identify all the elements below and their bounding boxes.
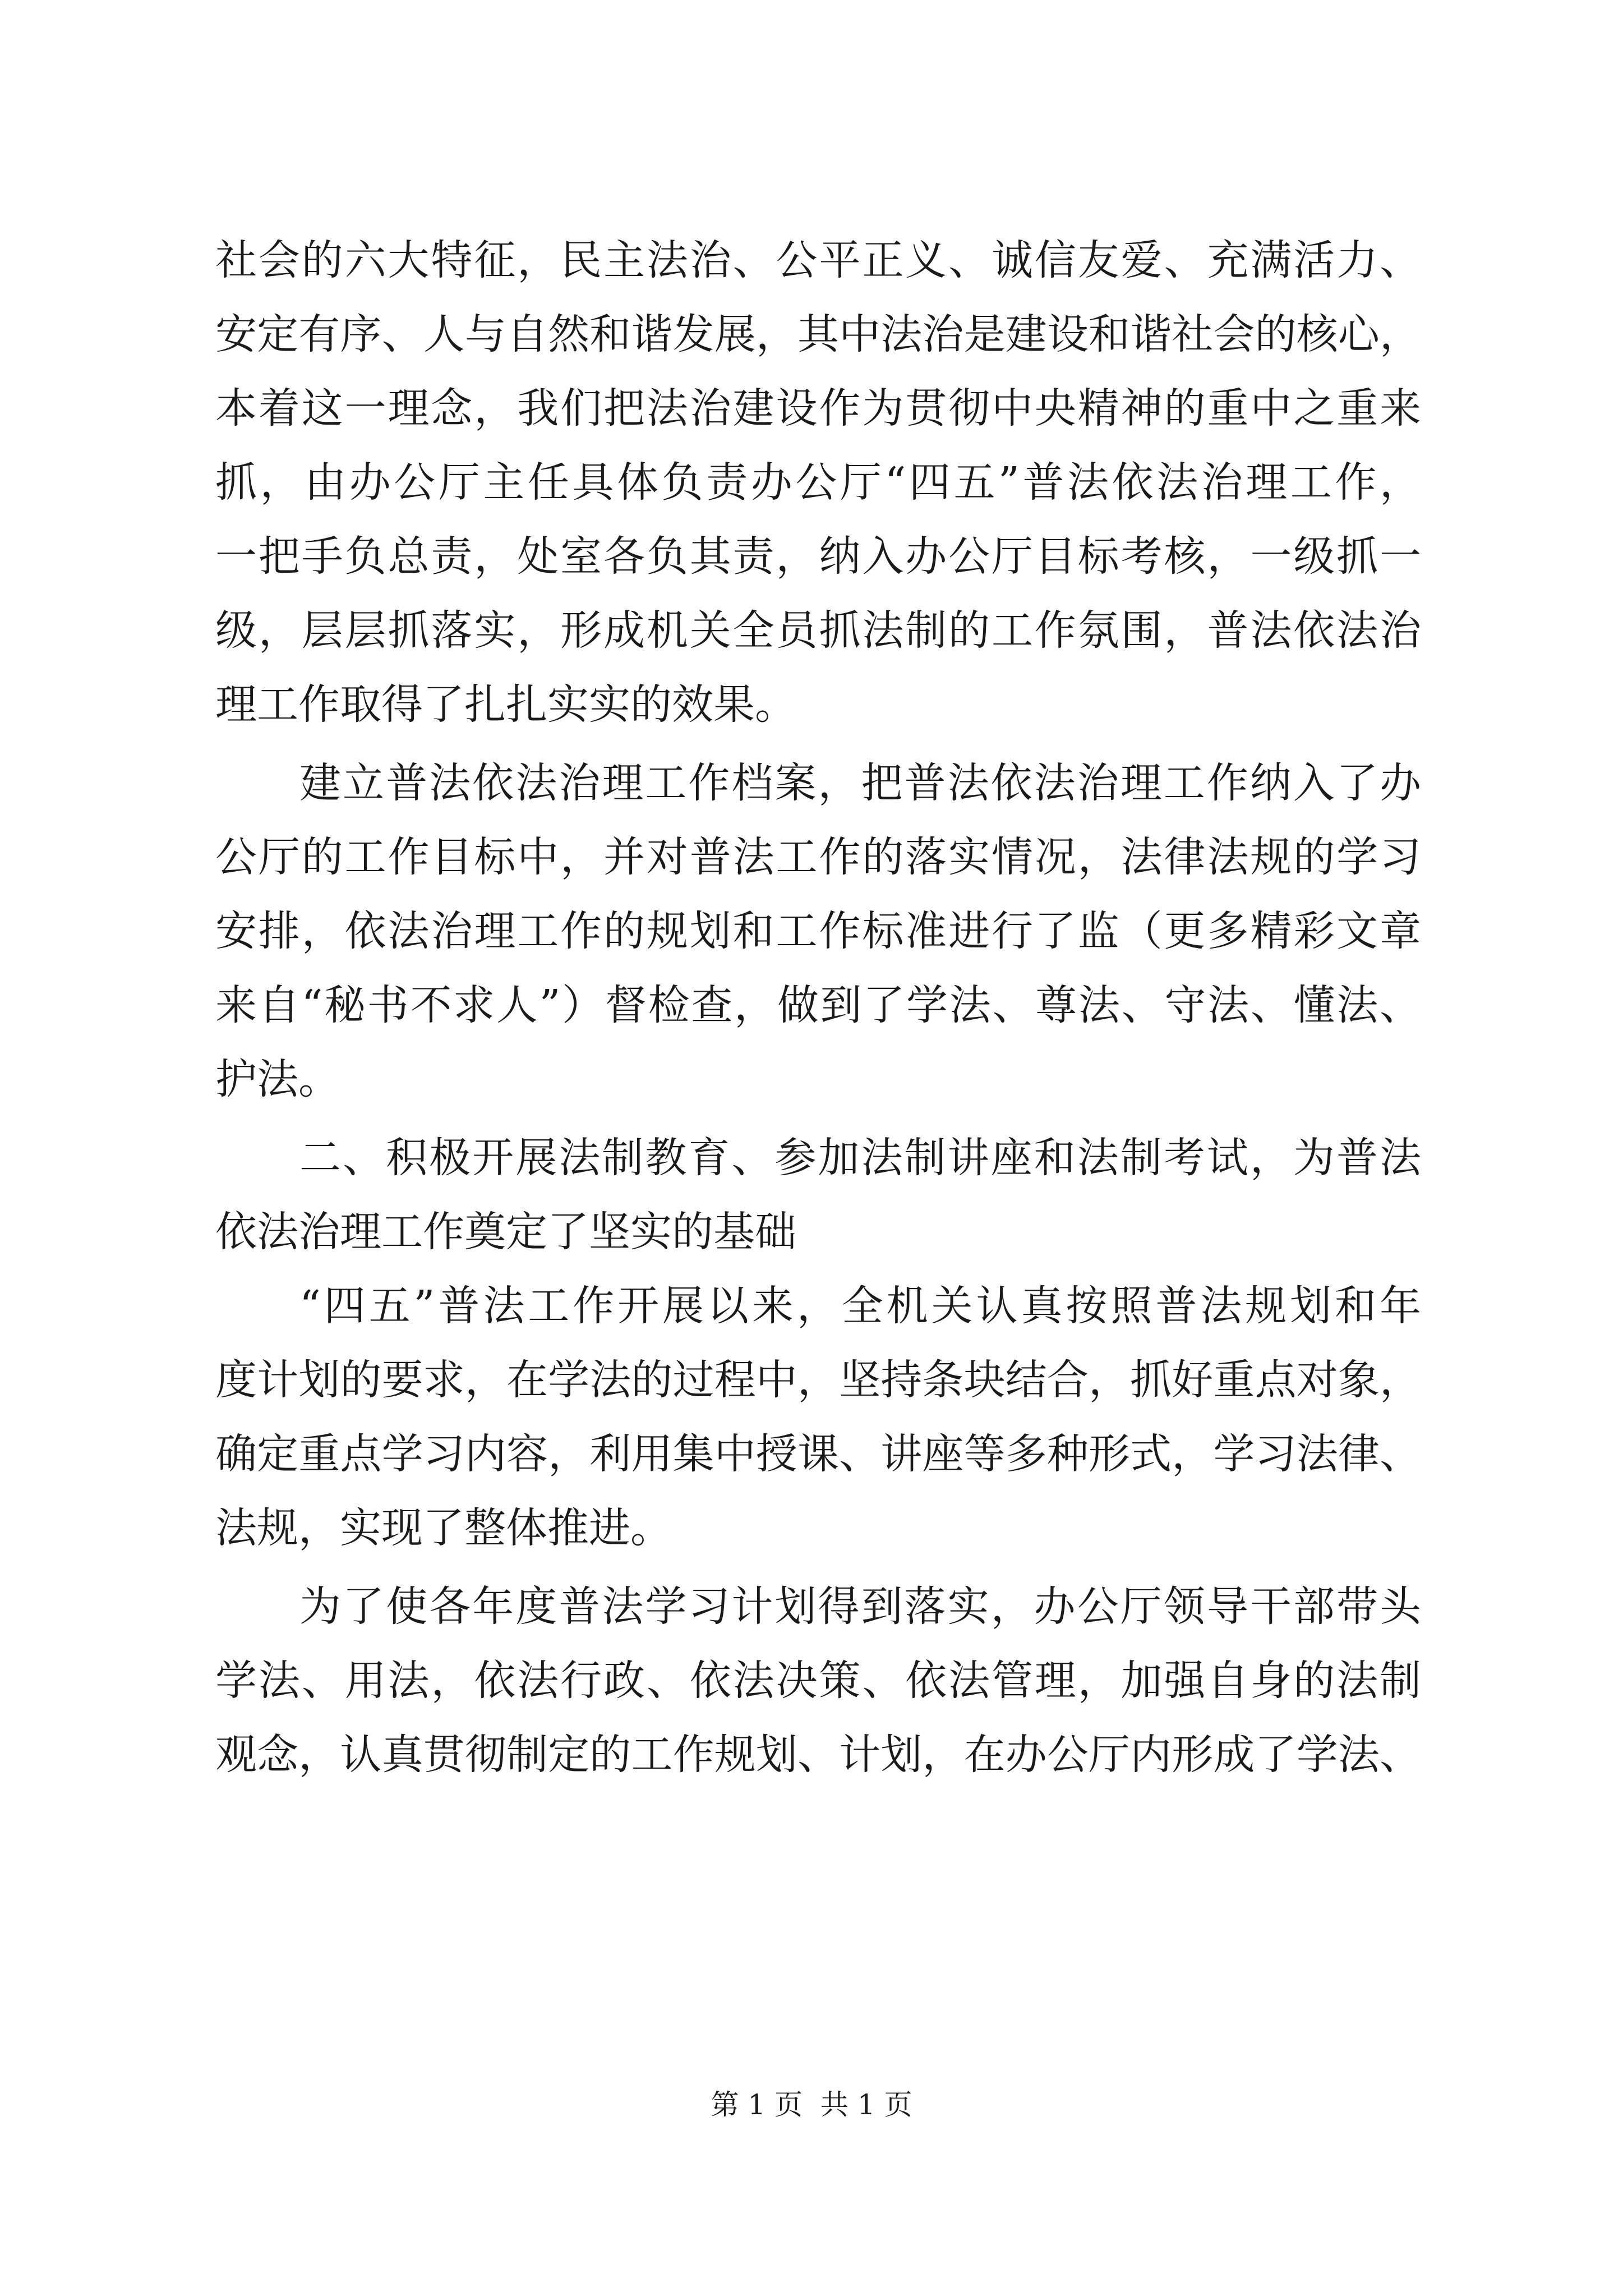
- text-line: “四五”普法工作开展以来，全机关认真按照普法规划和年: [299, 1282, 1421, 1330]
- text-line: 学法、用法，依法行政、依法决策、依法管理，加强自身的法制: [215, 1657, 1421, 1705]
- paragraph: [215, 746, 1421, 1116]
- text-line: 依法治理工作奠定了坚实的基础: [215, 1208, 796, 1256]
- paragraph: [215, 223, 1421, 742]
- text-line: 安定有序、人与自然和谐发展，其中法治是建设和谐社会的核心，: [215, 310, 1421, 358]
- text-line: 来自“秘书不求人”）督检查，做到了学法、尊法、守法、懂法、: [215, 981, 1421, 1029]
- text-line: 一把手负总责，处室各负其责，纳入办公厅目标考核，一级抓一: [215, 532, 1421, 581]
- paragraph: [215, 1269, 1421, 1565]
- text-line: 法规，实现了整体推进。: [215, 1504, 672, 1552]
- paragraph: [215, 1570, 1421, 1792]
- text-line: 二、积极开展法制教育、参加法制讲座和法制考试，为普法: [299, 1134, 1421, 1182]
- text-line: 观念，认真贯彻制定的工作规划、计划，在办公厅内形成了学法、: [215, 1731, 1421, 1779]
- text-line: 护法。: [215, 1055, 340, 1103]
- text-line: 级，层层抓落实，形成机关全员抓法制的工作氛围，普法依法治: [215, 606, 1421, 655]
- text-line: 为了使各年度普法学习计划得到落实，办公厅领导干部带头: [299, 1582, 1421, 1631]
- text-line: 本着这一理念，我们把法治建设作为贯彻中央精神的重中之重来: [215, 384, 1421, 432]
- document-body: [215, 223, 1421, 1792]
- text-line: 安排，依法治理工作的规划和工作标准进行了监（更多精彩文章: [215, 907, 1421, 955]
- text-line: 度计划的要求，在学法的过程中，坚持条块结合，抓好重点对象，: [215, 1356, 1421, 1404]
- text-line: 社会的六大特征，民主法治、公平正义、诚信友爱、充满活力、: [215, 236, 1421, 284]
- text-line: 建立普法依法治理工作档案，把普法依法治理工作纳入了办: [299, 759, 1421, 807]
- text-line: 确定重点学习内容，利用集中授课、讲座等多种形式，学习法律、: [215, 1430, 1421, 1478]
- page-footer: 第 1 页 共 1 页: [711, 2088, 912, 2121]
- text-line: 理工作取得了扎扎实实的效果。: [215, 680, 796, 729]
- text-line: 公厅的工作目标中，并对普法工作的落实情况，法律法规的学习: [215, 833, 1421, 881]
- section-heading: [215, 1121, 1421, 1269]
- text-line: 抓，由办公厅主任具体负责办公厅“四五”普法依法治理工作，: [215, 458, 1421, 507]
